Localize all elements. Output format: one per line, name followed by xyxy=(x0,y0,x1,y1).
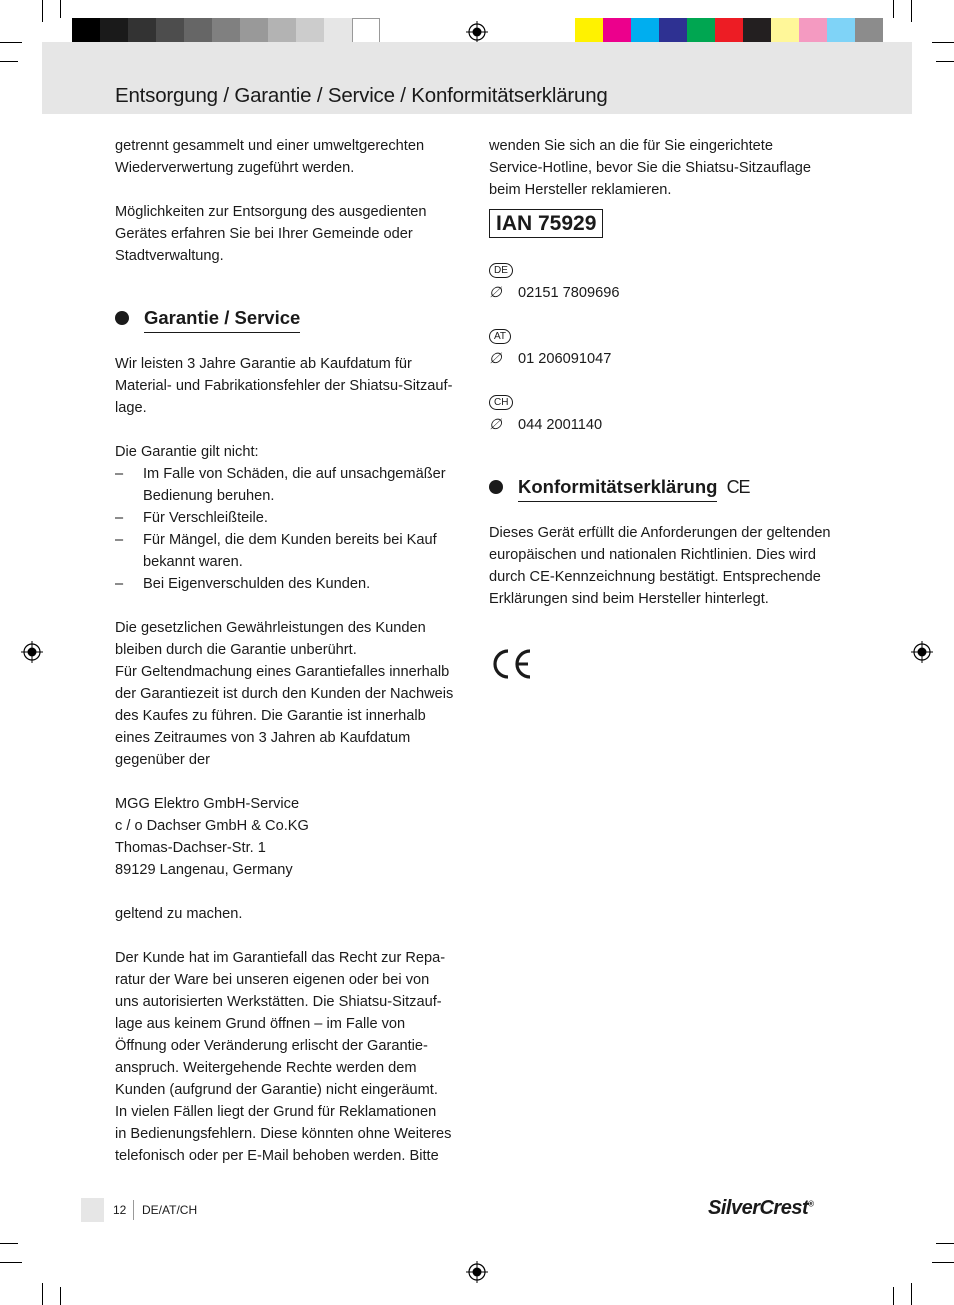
bullet-icon xyxy=(489,480,503,494)
section-heading-conformity: Konformitätserklärung CE xyxy=(489,474,859,502)
registration-mark-icon xyxy=(911,641,933,663)
repair-paragraph: Der Kunde hat im Garantiefall das Recht zur Repa- ratur der Ware bei unseren eigenen oder bei von uns autorisierten Werkstätten. Die Shiatsu-Sitzauf- lage aus keinem Grund öffnen – im Falle von Öffnung oder Veränderung erlischt der Garantie- anspruch. Weitergehende Rechte werden dem Kunden (aufgrund der Garantie) nicht eingeräumt. In vielen Fällen liegt der Grund für Reklamationen in Bedienungsfehlern. Diese könnten ohne Weiteres telefonisch oder per E-Mail behoben werden. Bitte xyxy=(115,950,452,1164)
left-column xyxy=(115,135,475,1167)
hotline-de xyxy=(489,258,859,304)
registration-mark-icon xyxy=(466,1261,488,1283)
registration-mark-icon xyxy=(466,21,488,43)
phone-icon: ∅ xyxy=(489,285,502,301)
country-badge: DE xyxy=(489,263,513,278)
hotline-intro-paragraph: wenden Sie sich an die für Sie eingerichtete Service-Hotline, bevor Sie die Shiatsu-Sitzauflage beim Hersteller reklamieren. xyxy=(489,138,812,198)
footer-divider xyxy=(133,1200,134,1220)
section-heading-warranty: Garantie / Service xyxy=(115,305,475,333)
legal-paragraph: Die gesetzlichen Gewährleistungen des Kunden bleiben durch die Garantie unberührt. Für Geltendmachung eines Garantiefalles innerhalb der Garantiezeit ist durch den Kunden der Nachweis des Kaufes zu führen. Die Garantie ist innerhalb eines Zeitraumes von 3 Jahren ab Kaufdatum gegenüber der xyxy=(115,620,454,768)
phone-icon: ∅ xyxy=(489,417,502,433)
not-valid-label: Die Garantie gilt nicht: xyxy=(115,444,259,460)
intro-paragraph-1: getrennt gesammelt und einer umweltgerechten Wiederverwertung zugeführt werden. xyxy=(115,138,425,176)
country-badge: AT xyxy=(489,329,511,344)
hotline-number: 02151 7809696 xyxy=(518,285,620,301)
list-item: – Im Falle von Schäden, die auf unsachgemäßer Bedienung beruhen. xyxy=(115,466,446,504)
list-item: – Für Verschleißteile. xyxy=(115,510,268,526)
brand-logo: SilverCrest® xyxy=(708,1197,814,1219)
intro-paragraph-2: Möglichkeiten zur Entsorgung des ausgedienten Gerätes erfahren Sie bei Ihrer Gemeinde oder Stadtverwaltung. xyxy=(115,204,427,264)
conformity-paragraph: Dieses Gerät erfüllt die Anforderungen der geltenden europäischen und nationalen Richtlinien. Dies wird durch CE-Kennzeichnung bestätigt. Entsprechende Erklärungen sind beim Hersteller hinterlegt. xyxy=(489,525,831,607)
bullet-icon xyxy=(115,311,129,325)
ce-mark-icon: CE xyxy=(726,477,750,497)
list-item: – Für Mängel, die dem Kunden bereits bei Kauf bekannt waren. xyxy=(115,532,437,570)
assert-label: geltend zu machen. xyxy=(115,906,243,922)
hotline-number: 01 206091047 xyxy=(518,351,612,367)
service-address: MGG Elektro GmbH-Service c / o Dachser GmbH & Co.KG Thomas-Dachser-Str. 1 89129 Langenau, Germany xyxy=(115,796,309,878)
footer-page-box xyxy=(81,1198,104,1222)
hotline-at xyxy=(489,324,859,370)
registration-mark-icon xyxy=(21,641,43,663)
hotline-ch xyxy=(489,390,859,436)
phone-icon: ∅ xyxy=(489,351,502,367)
warranty-paragraph: Wir leisten 3 Jahre Garantie ab Kaufdatum für Material- und Fabrikationsfehler der Shiatsu-Sitzauf- lage. xyxy=(115,356,453,416)
ce-mark-icon xyxy=(489,648,533,680)
list-item: – Bei Eigenverschulden des Kunden. xyxy=(115,576,371,592)
page-title: Entsorgung / Garantie / Service / Konformitätserklärung xyxy=(115,84,608,107)
ian-number-box: IAN 75929 xyxy=(489,209,603,238)
region-label: DE/AT/CH xyxy=(142,1203,198,1217)
right-column xyxy=(489,135,859,610)
page-number: 12 xyxy=(113,1203,127,1217)
hotline-number: 044 2001140 xyxy=(518,417,603,433)
country-badge: CH xyxy=(489,395,513,410)
exclusion-list xyxy=(115,463,475,595)
